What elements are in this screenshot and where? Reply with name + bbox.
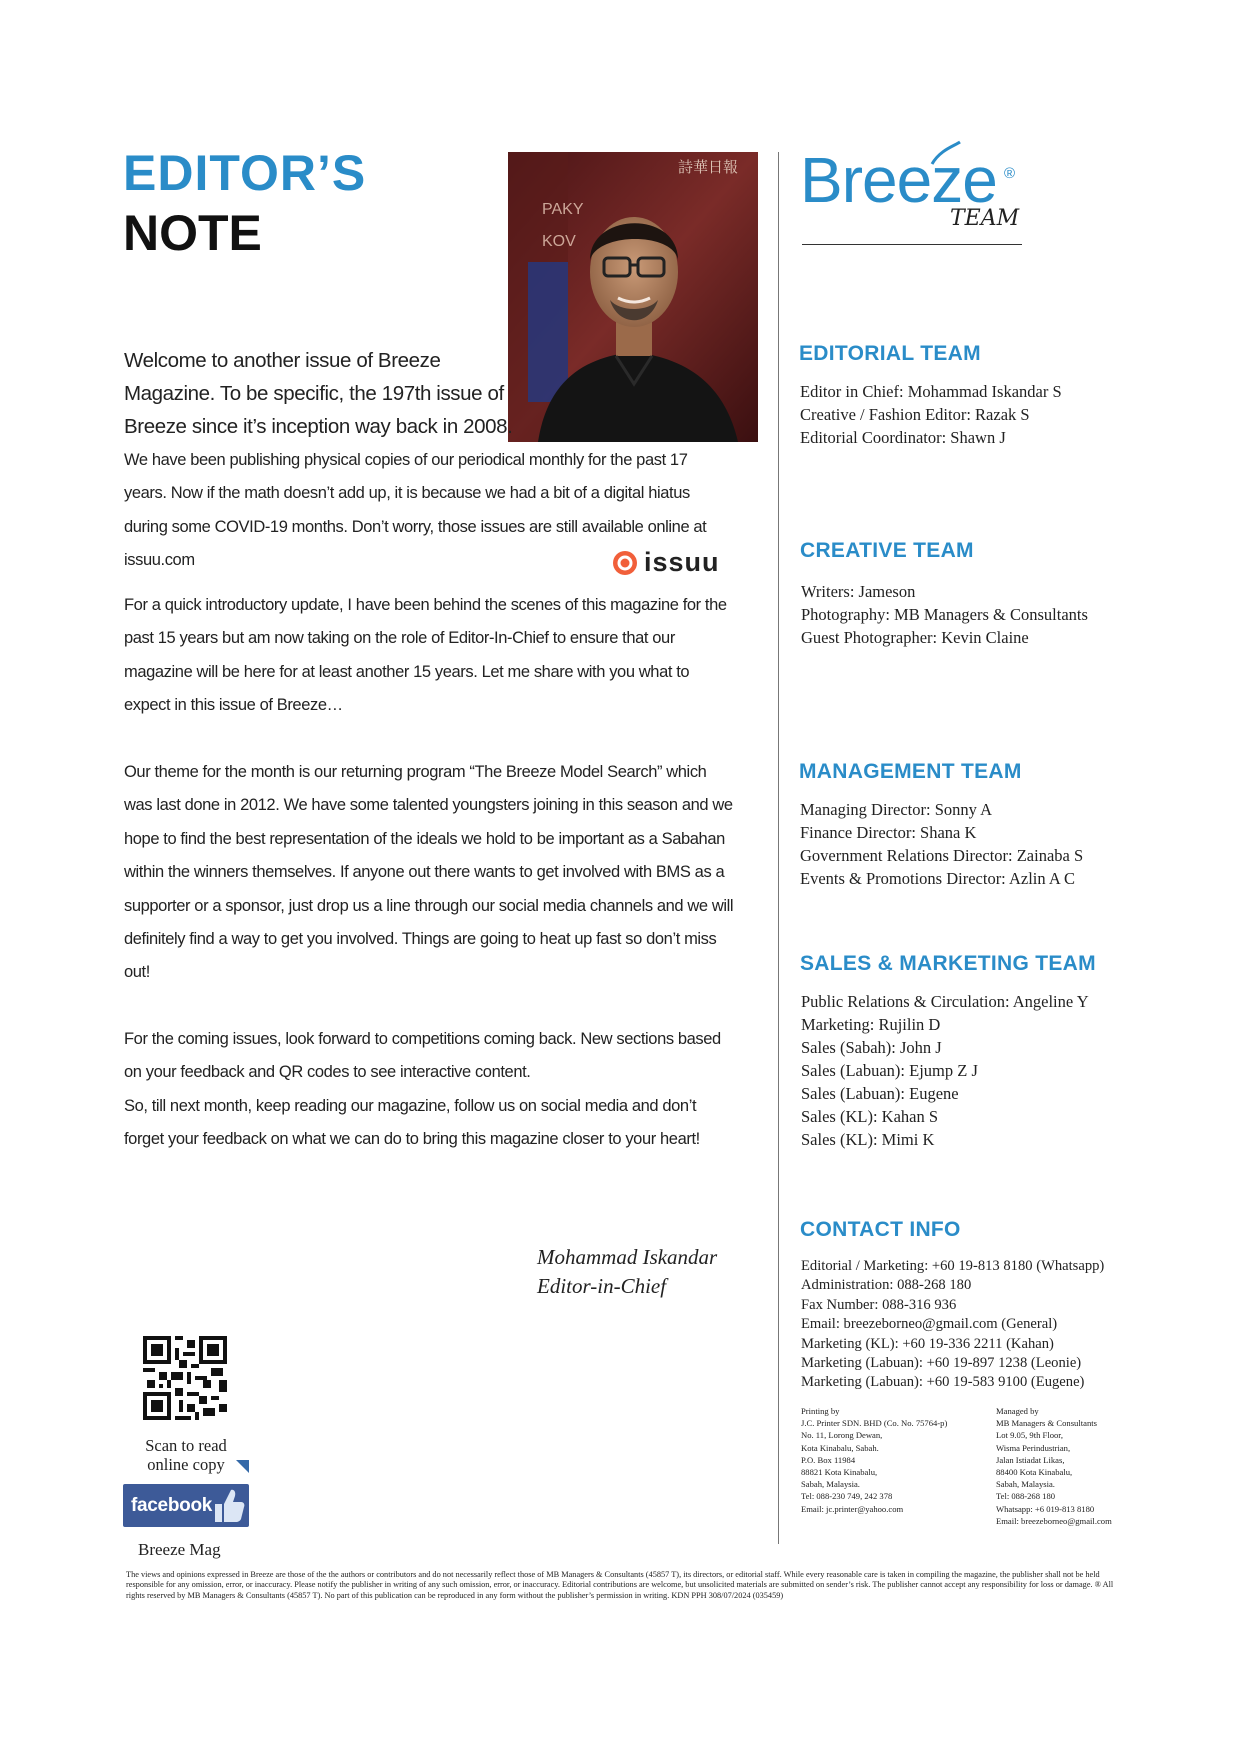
contact-item: Marketing (KL): +60 19-336 2211 (Kahan)	[801, 1335, 1054, 1352]
sales-item: Marketing: Rujilin D	[801, 1015, 941, 1034]
managed-line: Wisma Perindustrian,	[996, 1442, 1071, 1453]
printing-line: Kota Kinabalu, Sabah.	[801, 1442, 879, 1453]
managed-line: MB Managers & Consultants	[996, 1418, 1097, 1429]
printing-line: Email: jc.printer@yahoo.com	[801, 1503, 904, 1514]
paragraph-model-search: Our theme for the month is our returning program “The Breeze Model Search” which was last done in 2012. We have some talented youngsters joining in this season and we hope to find the best representation of the ideals we hold to be important as a Sabahan within the winners themselves. If anyone out there wants to get involved with BMS as a supporter or a sponsor, just drop us a line through our social media channels and we will definitely find a way to get you involved. Things are going to heat up fast so don’t miss out!	[124, 763, 734, 982]
legal-disclaimer: The views and opinions expressed in Breeze are those of the the authors or contributors and do not necessarily reflect those of MB Managers & Consultants (45857 T), its directors, or editorial staff. While every reasonable care is taken in compiling the magazine, the publisher shall not be held responsible for any omission, error, or inaccuracy. Please notify the publisher in writing of any such omission, error, or inaccuracy. Editorial contributions are welcome, but unsolicited materials are submitted on sender’s risk. The publisher cannot accept any responsibility for loss or damage. ® All rights reserved by MB Managers & Consultants (45857 T). No part of this publication can be reproduced in any form without the publisher’s permission in writing. KDN PPH 308/07/2024 (035459)	[126, 1570, 1114, 1600]
title-editors: EDITOR’S	[123, 145, 367, 201]
editorial-item: Creative / Fashion Editor: Razak S	[800, 405, 1030, 424]
issuu-logo[interactable]	[612, 547, 720, 578]
scan-caption	[124, 1436, 248, 1474]
signature-block	[537, 1243, 717, 1301]
title-note: NOTE	[123, 205, 262, 261]
logo-registered: ®	[1004, 165, 1016, 182]
signature-name: Mohammad Iskandar	[537, 1245, 718, 1269]
photo-backdrop-chinese: 詩華日報	[678, 158, 739, 176]
paragraph-coming-issues: For the coming issues, look forward to competitions coming back. New sections based on your feedback and QR codes to see interactive content.	[124, 1030, 721, 1082]
logo-underline	[802, 244, 1022, 245]
sales-item: Sales (Labuan): Eugene	[801, 1084, 959, 1103]
editorial-item: Editor in Chief: Mohammad Iskandar S	[800, 382, 1062, 401]
printing-line: Tel: 088-230 749, 242 378	[801, 1491, 893, 1502]
sales-item: Sales (KL): Mimi K	[801, 1130, 935, 1149]
photo-backdrop-text-1: PAKY	[542, 201, 584, 218]
column-divider	[778, 152, 779, 1544]
contact-item: Email: breezeborneo@gmail.com (General)	[801, 1316, 1058, 1333]
printing-line: Printing by	[801, 1406, 840, 1416]
logo-brand: Breeze	[800, 144, 997, 216]
managed-line: Managed by	[996, 1406, 1039, 1416]
facebook-button[interactable]	[123, 1484, 249, 1527]
sales-item: Sales (Labuan): Ejump Z J	[801, 1061, 978, 1080]
logo-sub: TEAM	[950, 206, 1020, 230]
paragraph-closing: So, till next month, keep reading our magazine, follow us on social media and don’t forget your feedback on what we can do to bring this magazine closer to your heart!	[124, 1097, 700, 1149]
creative-team-list	[801, 580, 1088, 649]
issuu-icon	[612, 550, 638, 576]
contact-item: Administration: 088-268 180	[801, 1277, 972, 1294]
printing-line: J.C. Printer SDN. BHD (Co. No. 75764-p)	[801, 1418, 948, 1429]
managed-line: Tel: 088-268 180	[996, 1491, 1056, 1502]
printing-line: 88821 Kota Kinabalu,	[801, 1467, 878, 1478]
facebook-page-name: Breeze Mag	[138, 1540, 221, 1559]
scan-line-2: online copy	[147, 1455, 225, 1474]
management-item: Government Relations Director: Zainaba S	[800, 846, 1084, 865]
printing-info	[801, 1405, 947, 1515]
contact-item: Marketing (Labuan): +60 19-583 9100 (Eugene)	[801, 1374, 1085, 1391]
managed-line: 88400 Kota Kinabalu,	[996, 1467, 1073, 1478]
editor-photo	[508, 152, 758, 442]
editorial-team-heading: EDITORIAL TEAM	[799, 342, 981, 365]
signature-title: Editor-in-Chief	[537, 1274, 667, 1298]
management-item: Events & Promotions Director: Azlin A C	[800, 869, 1075, 888]
management-item: Managing Director: Sonny A	[800, 800, 993, 819]
facebook-label: facebook	[131, 1494, 213, 1516]
issuu-wordmark: issuu	[644, 547, 720, 577]
managed-line: Email: breezeborneo@gmail.com	[996, 1515, 1112, 1526]
management-team-heading: MANAGEMENT TEAM	[799, 760, 1022, 783]
thumbs-up-icon	[211, 1486, 245, 1524]
contact-item: Marketing (Labuan): +60 19-897 1238 (Leonie)	[801, 1355, 1082, 1372]
corner-arrow-icon	[236, 1460, 249, 1473]
qr-code[interactable]	[143, 1336, 227, 1420]
creative-item: Photography: MB Managers & Consultants	[801, 605, 1088, 624]
sales-team-list	[801, 990, 1089, 1151]
paragraph-publishing: We have been publishing physical copies of our periodical monthly for the past 17 years. Now if the math doesn’t add up, it is because we had a bit of a digital hiatus during some COVID-19 months. Don’t worry, those issues are still available online at issuu.com	[124, 451, 707, 570]
contact-item: Fax Number: 088-316 936	[801, 1296, 957, 1313]
creative-item: Writers: Jameson	[801, 582, 916, 601]
breeze-team-logo	[800, 140, 1030, 230]
sales-item: Public Relations & Circulation: Angeline Y	[801, 992, 1089, 1011]
sales-team-heading: SALES & MARKETING TEAM	[800, 952, 1096, 975]
managed-line: Sabah, Malaysia.	[996, 1479, 1055, 1490]
scan-line-1: Scan to read	[145, 1436, 227, 1455]
managed-line: Jalan Istiadat Likas,	[996, 1454, 1065, 1465]
editorial-team-list	[800, 380, 1062, 449]
managed-line: Whatsapp: +6 019-813 8180	[996, 1503, 1095, 1514]
printing-line: No. 11, Lorong Dewan,	[801, 1430, 883, 1441]
contact-item: Editorial / Marketing: +60 19-813 8180 (Whatsapp)	[801, 1258, 1105, 1274]
creative-item: Guest Photographer: Kevin Claine	[801, 628, 1029, 647]
management-team-list	[800, 798, 1083, 890]
contact-info-list	[801, 1257, 1104, 1393]
contact-info-heading: CONTACT INFO	[800, 1218, 961, 1241]
creative-team-heading: CREATIVE TEAM	[800, 539, 974, 562]
editorial-item: Editorial Coordinator: Shawn J	[800, 428, 1006, 447]
managed-line: Lot 9.05, 9th Floor,	[996, 1430, 1063, 1441]
sales-item: Sales (KL): Kahan S	[801, 1107, 939, 1126]
management-item: Finance Director: Shana K	[800, 823, 977, 842]
paragraph-introduction: For a quick introductory update, I have been behind the scenes of this magazine for the past 15 years but am now taking on the role of Editor-In-Chief to ensure that our magazine will be here for at least another 15 years. Let me share with you what to expect in this issue of Breeze…	[124, 596, 727, 715]
sales-item: Sales (Sabah): John J	[801, 1038, 942, 1057]
photo-backdrop-text-2: KOV	[542, 233, 576, 250]
printing-line: Sabah, Malaysia.	[801, 1479, 860, 1490]
printing-line: P.O. Box 11984	[801, 1454, 856, 1465]
intro-paragraph: Welcome to another issue of Breeze Magazine. To be specific, the 197th issue of Breeze since it’s inception way back in 2008.	[124, 349, 513, 438]
managed-info	[996, 1405, 1112, 1527]
